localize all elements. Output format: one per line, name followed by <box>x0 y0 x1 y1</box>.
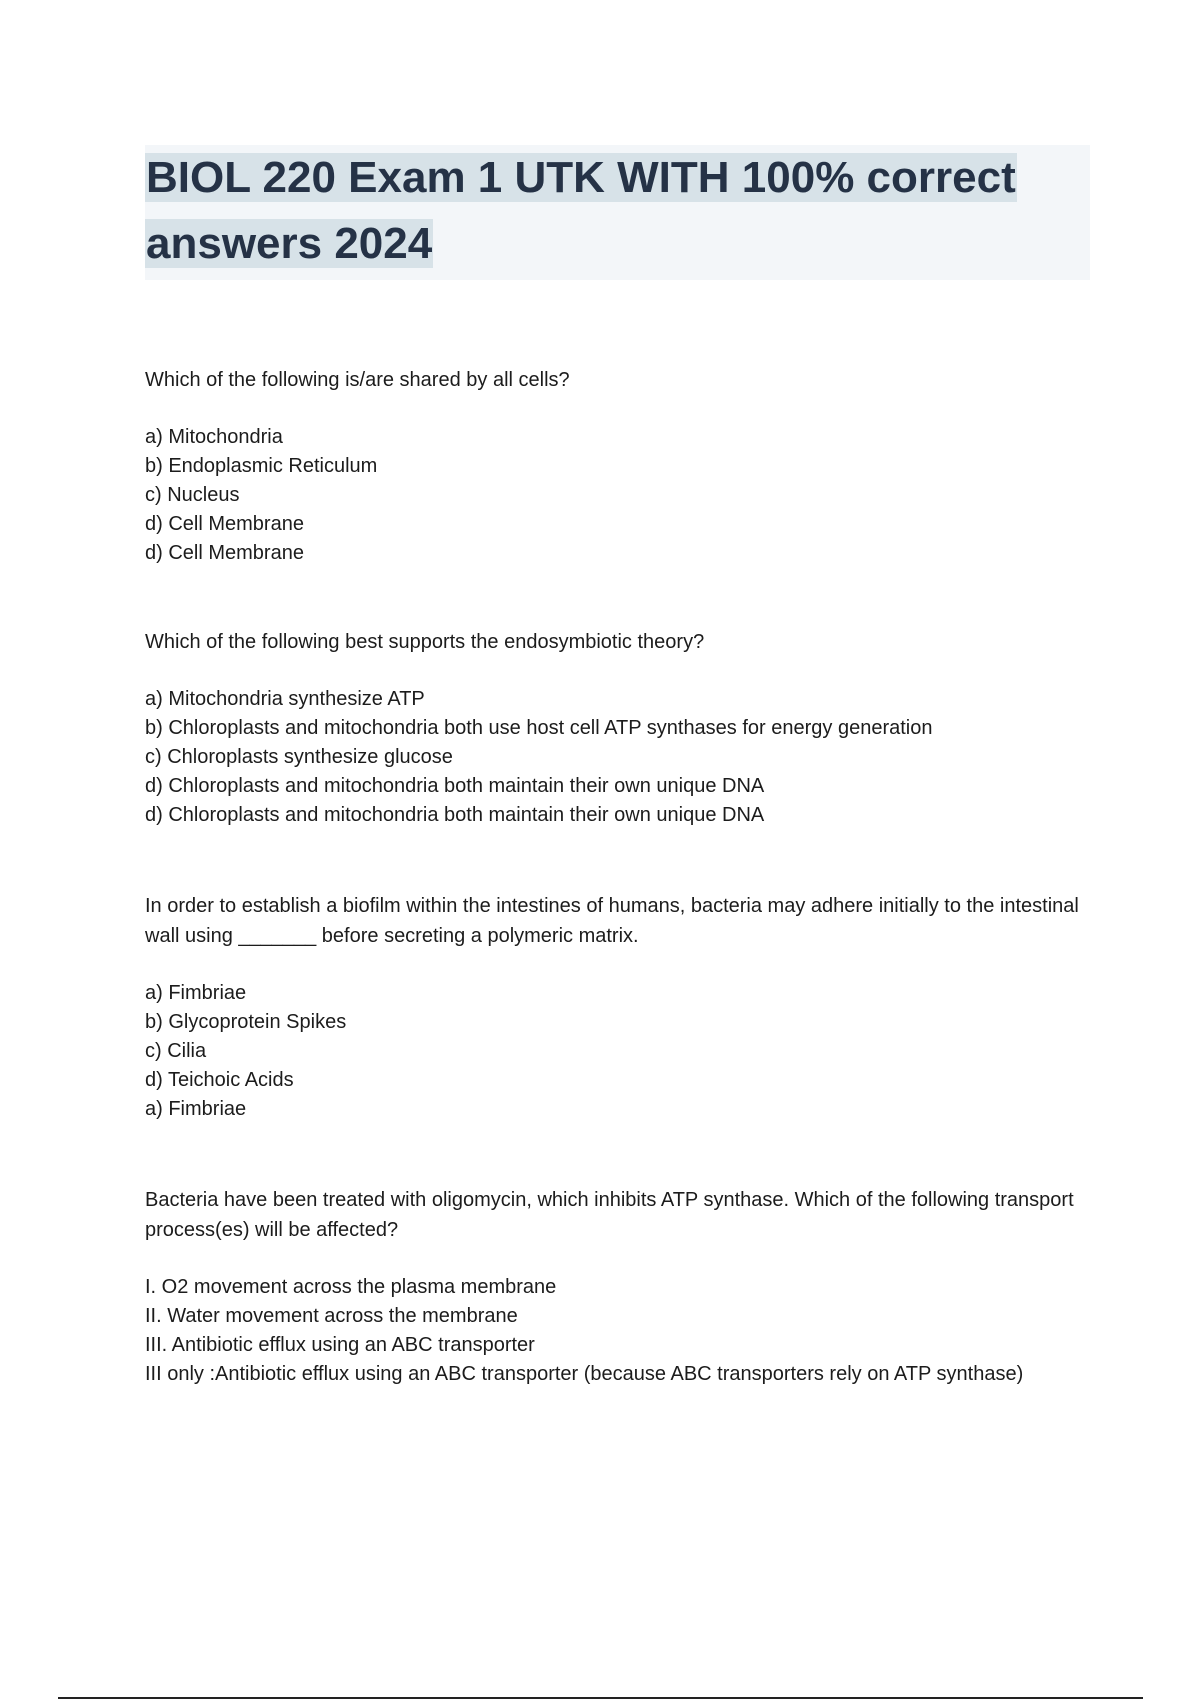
question-text: Which of the following best supports the endosymbiotic theory? <box>145 631 705 653</box>
option-item: b) Glycoprotein Spikes <box>145 1011 347 1033</box>
question-block <box>145 1185 1100 1389</box>
option-item: c) Cilia <box>145 1040 207 1062</box>
answer-text: d) Cell Membrane <box>145 542 304 564</box>
option-item: a) Mitochondria synthesize ATP <box>145 688 425 710</box>
option-item: d) Chloroplasts and mitochondria both maintain their own unique DNA <box>145 775 765 797</box>
footer-divider <box>58 1697 1143 1699</box>
question-block <box>145 365 570 568</box>
option-item: b) Endoplasmic Reticulum <box>145 455 378 477</box>
answer-text: III only :Antibiotic efflux using an ABC transporter (because ABC transporters rely on ATP synthase) <box>145 1363 1024 1385</box>
options-list <box>145 423 570 539</box>
options-list <box>145 685 933 801</box>
option-item: d) Teichoic Acids <box>145 1069 294 1091</box>
question-text: Which of the following is/are shared by all cells? <box>145 369 570 391</box>
option-item: I. O2 movement across the plasma membrane <box>145 1276 557 1298</box>
option-item: b) Chloroplasts and mitochondria both use host cell ATP synthases for energy generation <box>145 717 933 739</box>
question-text: Bacteria have been treated with oligomycin, which inhibits ATP synthase. Which of the following transport process(es) will be affected? <box>145 1189 1074 1241</box>
option-item: a) Fimbriae <box>145 982 247 1004</box>
option-item: c) Nucleus <box>145 484 240 506</box>
document-title <box>145 145 1090 277</box>
answer-text: d) Chloroplasts and mitochondria both maintain their own unique DNA <box>145 804 765 826</box>
option-item: c) Chloroplasts synthesize glucose <box>145 746 453 768</box>
answer-text: a) Fimbriae <box>145 1098 247 1120</box>
question-text: In order to establish a biofilm within the intestines of humans, bacteria may adhere initially to the intestinal wall using _______ before secreting a polymeric matrix. <box>145 895 1079 947</box>
options-list <box>145 1273 1100 1360</box>
option-item: II. Water movement across the membrane <box>145 1305 518 1327</box>
option-item: a) Mitochondria <box>145 426 283 448</box>
options-list <box>145 979 1100 1095</box>
option-item: d) Cell Membrane <box>145 513 304 535</box>
title-line-1: BIOL 220 Exam 1 UTK WITH 100% correct <box>146 153 1016 202</box>
option-item: III. Antibiotic efflux using an ABC transporter <box>145 1334 535 1356</box>
title-block <box>145 145 1090 280</box>
title-line-2: answers 2024 <box>146 219 433 268</box>
question-block <box>145 891 1100 1124</box>
question-block <box>145 627 933 830</box>
